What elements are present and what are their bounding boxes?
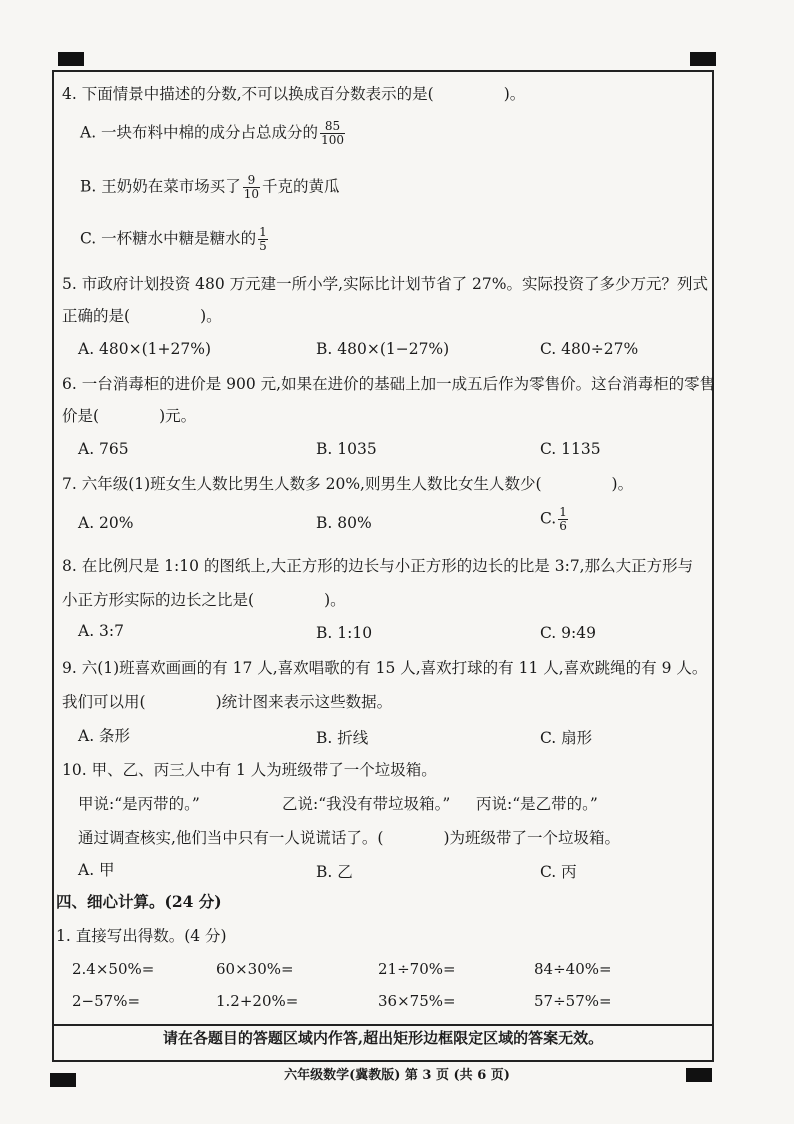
- calc-item[interactable]: 21÷70%=: [378, 960, 456, 978]
- question-6-option-c: C. 1135: [540, 440, 601, 458]
- option-c-label: C.: [540, 509, 557, 528]
- question-9-option-b: B. 折线: [316, 729, 369, 747]
- question-9-line-1: 9. 六(1)班喜欢画画的有 17 人,喜欢唱歌的有 15 人,喜欢打球的有 11 人,喜欢跳绳的有 9 人。: [62, 659, 708, 677]
- question-7-option-c: [540, 506, 570, 533]
- question-6-line-1: 6. 一台消毒柜的进价是 900 元,如果在进价的基础上加一成五后作为零售价。这台消毒柜的零售: [62, 375, 716, 393]
- question-8-suffix: )。: [324, 591, 346, 609]
- question-5-suffix: )。: [200, 307, 222, 325]
- option-c-text: C. 一杯糖水中糖是糖水的: [80, 229, 257, 248]
- question-8-option-b: B. 1:10: [316, 624, 373, 642]
- option-b-text: B. 王奶奶在菜市场买了: [80, 177, 241, 196]
- calc-item[interactable]: 1.2+20%=: [216, 992, 299, 1010]
- question-7-option-a: A. 20%: [78, 514, 134, 532]
- question-8-option-a: A. 3:7: [78, 622, 124, 640]
- calc-item[interactable]: 60×30%=: [216, 960, 294, 978]
- question-10-option-b: B. 乙: [316, 863, 353, 881]
- numerator: 1: [259, 225, 267, 239]
- fraction-1-5: [258, 226, 268, 253]
- question-8-line-1: 8. 在比例尺是 1:10 的图纸上,大正方形的边长与小正方形的边长的比是 3:7,那么大正方形与: [62, 557, 694, 575]
- question-6-prefix: 价是(: [62, 407, 100, 425]
- calc-item[interactable]: 57÷57%=: [534, 992, 612, 1010]
- notice-divider: [52, 1024, 714, 1026]
- question-10-option-a: A. 甲: [78, 861, 115, 879]
- question-9-line-2: [62, 690, 392, 712]
- question-5-option-c: C. 480÷27%: [540, 340, 639, 358]
- calc-item[interactable]: 2−57%=: [72, 992, 141, 1010]
- registration-mark-top-left: [58, 52, 84, 66]
- question-7-option-b: B. 80%: [316, 514, 372, 532]
- question-7-line-1: [62, 472, 633, 494]
- section-4-title: 四、细心计算。(24 分): [56, 892, 222, 911]
- question-10-option-c: C. 丙: [540, 863, 577, 881]
- question-6-option-b: B. 1035: [316, 440, 377, 458]
- option-a-text: A. 一块布料中棉的成分占总成分的: [80, 123, 319, 142]
- numerator: 1: [559, 505, 567, 519]
- option-b-tail: 千克的黄瓜: [262, 177, 340, 196]
- question-9-prefix: 我们可以用(: [62, 693, 146, 711]
- question-9-suffix: )统计图来表示这些数据。: [215, 693, 393, 711]
- denominator: 100: [321, 133, 344, 147]
- question-6-suffix: )元。: [159, 407, 197, 425]
- question-5-option-a: A. 480×(1+27%): [78, 340, 212, 358]
- answer-area-notice: 请在各题目的答题区域内作答,超出矩形边框限定区域的答案无效。: [162, 1029, 604, 1047]
- question-4: [62, 82, 525, 104]
- question-10-line-1: 10. 甲、乙、丙三人中有 1 人为班级带了一个垃圾箱。: [62, 761, 437, 779]
- numerator: 85: [320, 120, 345, 134]
- question-4-stem: 4. 下面情景中描述的分数,不可以换成百分数表示的是(: [62, 85, 434, 103]
- registration-mark-top-right: [690, 52, 716, 66]
- question-6-line-2: [62, 404, 196, 426]
- page-footer: 六年级数学(冀教版) 第 3 页 (共 6 页): [284, 1068, 510, 1083]
- question-5-line-2: [62, 304, 222, 326]
- question-9-option-a: A. 条形: [78, 727, 131, 745]
- calc-item[interactable]: 2.4×50%=: [72, 960, 155, 978]
- calc-item[interactable]: 84÷40%=: [534, 960, 612, 978]
- denominator: 5: [259, 239, 267, 253]
- question-4-option-a: [80, 120, 347, 147]
- question-8-line-2: [62, 588, 346, 610]
- statement-yi: 乙说:“我没有带垃圾箱。”: [282, 795, 451, 813]
- denominator: 6: [559, 519, 567, 533]
- question-9-option-c: C. 扇形: [540, 729, 593, 747]
- statement-jia: 甲说:“是丙带的。”: [78, 795, 200, 813]
- question-7-suffix: )。: [611, 475, 634, 493]
- question-4-option-c: [80, 226, 270, 253]
- calc-question-title: 1. 直接写出得数。(4 分): [56, 927, 227, 945]
- question-4-option-b: [80, 174, 340, 201]
- denominator: 10: [243, 187, 260, 201]
- fraction-85-100: [320, 120, 345, 147]
- question-10-prefix: 通过调查核实,他们当中只有一人说谎话了。(: [78, 829, 384, 847]
- question-4-close: )。: [503, 85, 526, 103]
- question-6-option-a: A. 765: [78, 440, 129, 458]
- question-10-suffix: )为班级带了一个垃圾箱。: [443, 829, 621, 847]
- question-10-line-3: [78, 826, 620, 848]
- fraction-1-6: [558, 506, 568, 533]
- fraction-9-10: [243, 174, 260, 201]
- question-5-line-1: 5. 市政府计划投资 480 万元建一所小学,实际比计划节省了 27%。实际投资了多少万元？列式: [62, 275, 708, 293]
- statement-bing: 丙说:“是乙带的。”: [476, 795, 598, 813]
- calc-item[interactable]: 36×75%=: [378, 992, 456, 1010]
- question-5-option-b: B. 480×(1−27%): [316, 340, 450, 358]
- question-8-prefix: 小正方形实际的边长之比是(: [62, 591, 255, 609]
- question-7-prefix: 7. 六年级(1)班女生人数比男生人数多 20%,则男生人数比女生人数少(: [62, 475, 542, 493]
- numerator: 9: [243, 174, 260, 188]
- question-5-prefix: 正确的是(: [62, 307, 131, 325]
- question-8-option-c: C. 9:49: [540, 624, 596, 642]
